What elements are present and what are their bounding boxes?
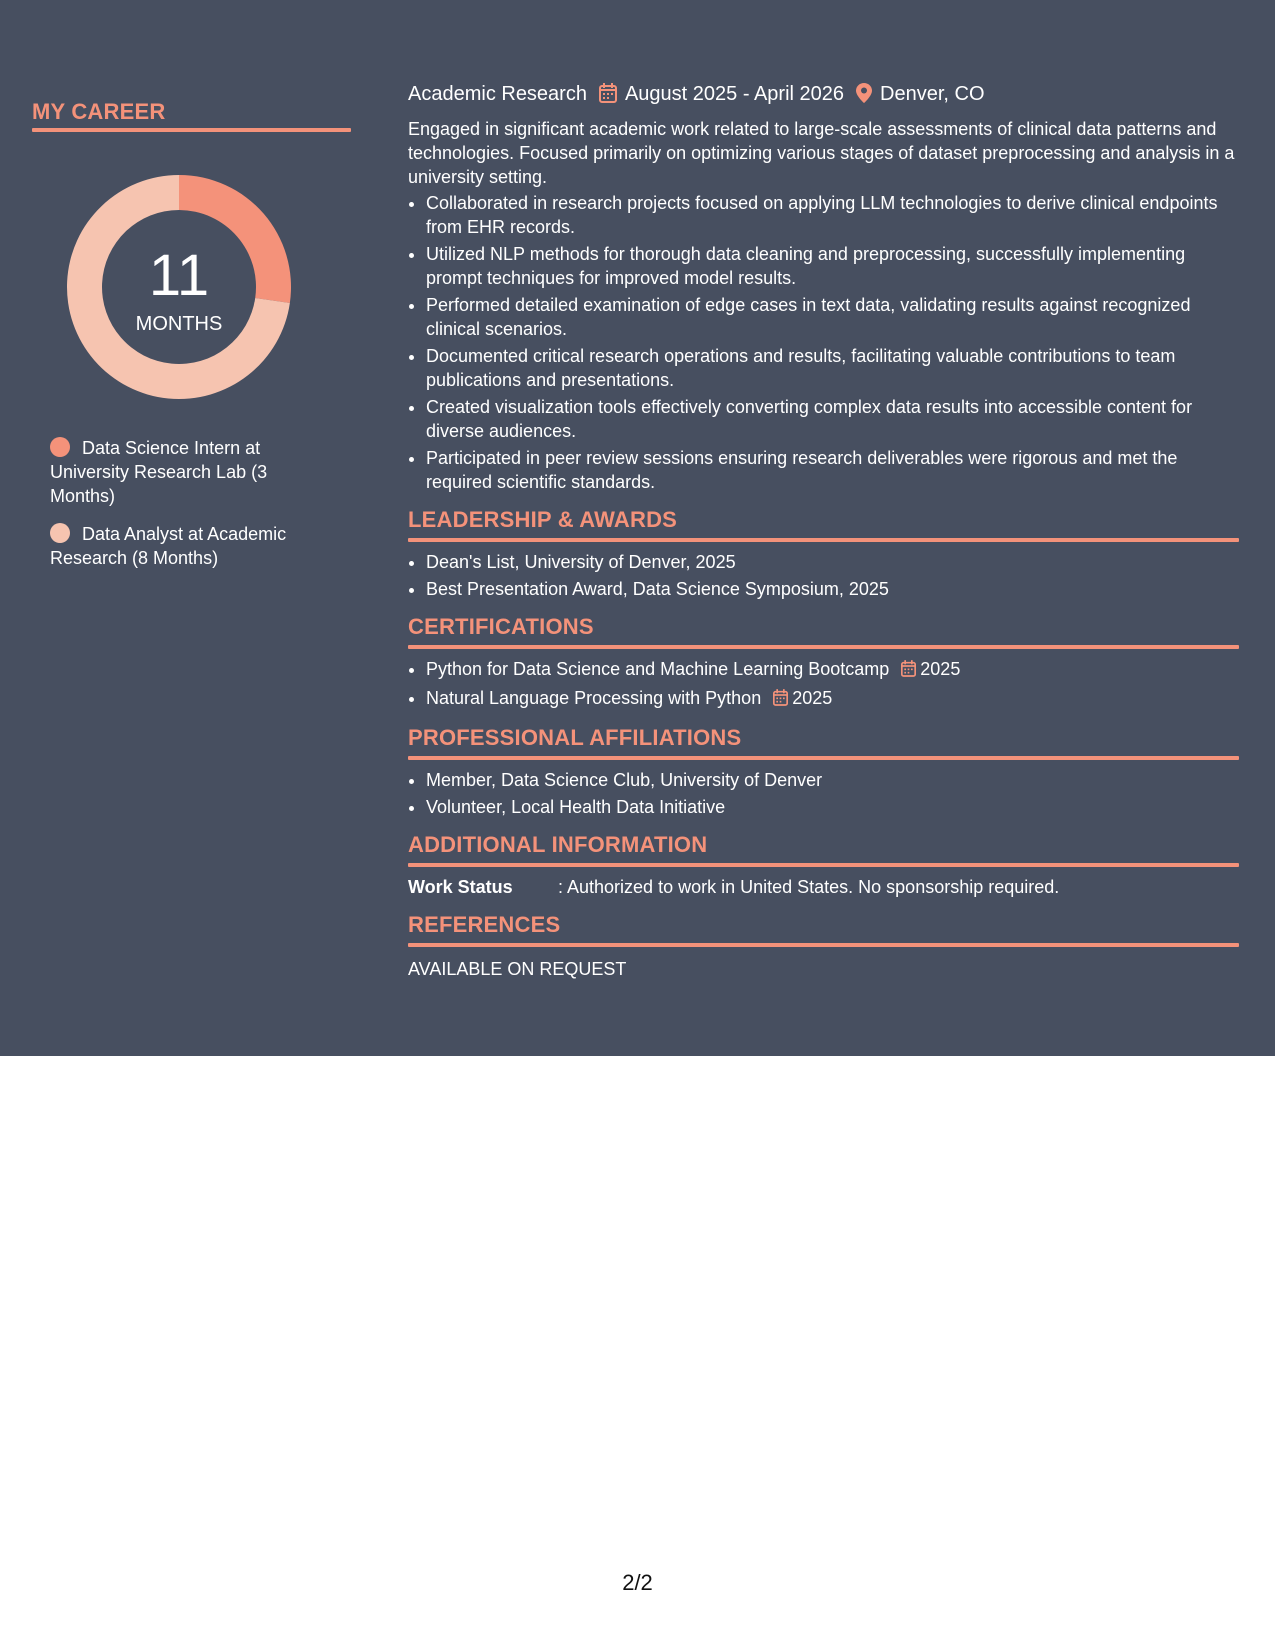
calendar-icon (599, 83, 617, 111)
section-title: PROFESSIONAL AFFILIATIONS (408, 725, 742, 750)
section-title: LEADERSHIP & AWARDS (408, 507, 678, 532)
cert-year: 2025 (920, 659, 961, 679)
section-title: CERTIFICATIONS (408, 614, 594, 639)
leadership-list (408, 550, 1239, 601)
map-pin-icon (856, 83, 872, 111)
cert-name: Natural Language Processing with Python (426, 688, 762, 708)
section-title: ADDITIONAL INFORMATION (408, 832, 708, 857)
job-bullet: • Collaborated in research projects focused on applying LLM technologies to derive clinical endpoints from EHR records. (426, 191, 1239, 239)
work-status-label: Work Status (408, 877, 513, 897)
cert-name: Python for Data Science and Machine Learning Bootcamp (426, 659, 890, 679)
main-content (408, 80, 1239, 981)
section-rule (408, 863, 1239, 867)
job-bullet: • Created visualization tools effectively converting complex data results into accessible content for diverse audiences. (426, 395, 1239, 443)
list-item (426, 657, 1239, 683)
cert-year: 2025 (792, 688, 833, 708)
legend-dot-icon (50, 523, 70, 543)
sidebar (32, 98, 351, 584)
legend-label: Data Analyst at Academic Research (8 Months) (50, 524, 287, 568)
affiliations-section (408, 724, 1239, 819)
section-rule (408, 538, 1239, 542)
section-rule (408, 756, 1239, 760)
job-location: Denver, CO (880, 83, 985, 105)
additional-info-section (408, 831, 1239, 899)
section-rule (408, 943, 1239, 947)
certifications-list (408, 657, 1239, 712)
job-bullet: • Utilized NLP methods for thorough data cleaning and preprocessing, successfully implementing prompt techniques for improved model results. (426, 242, 1239, 290)
job-bullets (408, 191, 1239, 494)
legend-item-analyst (50, 522, 312, 570)
job-company: Academic Research (408, 83, 587, 105)
career-donut-chart (66, 174, 292, 400)
job-bullet: • Documented critical research operations and results, facilitating valuable contributions to team publications and presentations. (426, 344, 1239, 392)
legend-dot-icon (50, 437, 70, 457)
work-status-value: : Authorized to work in United States. No sponsorship required. (558, 877, 1060, 897)
page-number: 2/2 (622, 1570, 653, 1595)
calendar-icon (901, 659, 916, 683)
list-item: • Best Presentation Award, Data Science Symposium, 2025 (426, 577, 1239, 601)
section-title: REFERENCES (408, 912, 561, 937)
sidebar-title-rule (32, 128, 351, 132)
job-bullet: • Performed detailed examination of edge cases in text data, validating results against recognized clinical scenarios. (426, 293, 1239, 341)
donut-legend (50, 436, 312, 570)
references-section (408, 911, 1239, 981)
job-dates: August 2025 - April 2026 (624, 83, 845, 105)
sidebar-title: MY CAREER (32, 99, 166, 124)
leadership-section (408, 506, 1239, 601)
affiliations-list (408, 768, 1239, 819)
list-item: • Member, Data Science Club, University of Denver (426, 768, 1239, 792)
donut-total-value: 11 (148, 243, 210, 308)
legend-label: Data Science Intern at University Research Lab (3 Months) (50, 438, 268, 506)
work-status-row (408, 875, 1239, 899)
certifications-section (408, 613, 1239, 712)
donut-unit-label: MONTHS (135, 313, 223, 335)
list-item (426, 686, 1239, 712)
list-item: • Volunteer, Local Health Data Initiative (426, 795, 1239, 819)
job-header (408, 80, 1239, 111)
legend-item-intern (50, 436, 312, 508)
references-text: AVAILABLE ON REQUEST (408, 959, 627, 979)
list-item: • Dean's List, University of Denver, 2025 (426, 550, 1239, 574)
section-rule (408, 645, 1239, 649)
job-description: Engaged in significant academic work related to large-scale assessments of clinical data patterns and technologies. Focused primarily on optimizing various stages of dataset preprocessing and analysis in a university setting. (408, 119, 1235, 187)
calendar-icon (773, 688, 788, 712)
job-bullet: • Participated in peer review sessions ensuring research deliverables were rigorous and met the required scientific standards. (426, 446, 1239, 494)
